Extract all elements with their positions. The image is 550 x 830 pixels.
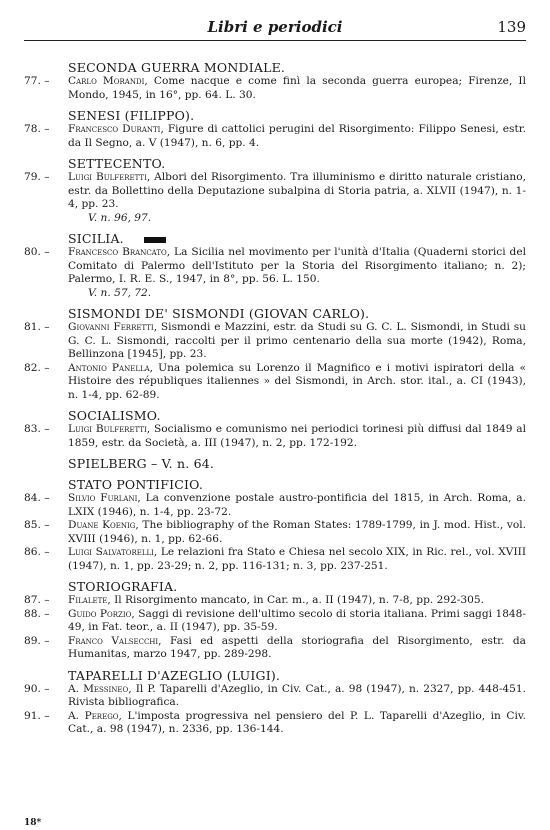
section [24, 156, 526, 225]
entry-body: Albori del Risorgimento. Tra illuminismo e diritto naturale cristiano, estr. da Bollettino della Deputazione subalpina di Storia patria, a. XLVII (1947), n. 1-4, pp. 23. [68, 171, 526, 210]
bibliography-entry [24, 710, 526, 737]
entry-body: La Sicilia nel movimento per l'unità d'Italia (Quaderni storici del Comitato di Palermo dell'Istituto per la Storia del Risorgimento italiano; n. 2); Palermo, I. R. E. S., 1947, in 8°, pp. 56. L. 150. [68, 246, 526, 285]
entry-author: Luigi Bulferetti, [68, 171, 151, 183]
section [24, 306, 526, 402]
bibliography-entry [24, 423, 526, 450]
entry-text [68, 75, 526, 102]
bibliography-list [24, 60, 526, 737]
entry-author: Carlo Morandi, [68, 75, 148, 87]
entry-text [68, 423, 526, 450]
entry-body: Fasi ed aspetti della storiografia del Risorgimento, estr. da Humanitas, marzo 1947, pp. 289-298. [68, 634, 526, 660]
entry-number: 78. – [24, 123, 50, 135]
entry-number: 77. – [24, 75, 50, 87]
entry-number: 79. – [24, 171, 50, 183]
entry-body: Il Risorgimento mancato, in Car. m., a. II (1947), n. 7-8, pp. 292-305. [110, 594, 484, 606]
cross-reference: V. n. 57, 72. [88, 286, 152, 299]
section [24, 60, 526, 102]
entry-body: L'imposta progressiva nel pensiero del P. L. Taparelli d'Azeglio, in Civ. Cat., a. 98 (1947), n. 2336, pp. 136-144. [68, 709, 526, 735]
header-title: Libri e periodici [207, 18, 343, 36]
bibliography-entry [24, 608, 526, 635]
entry-author: Giovanni Ferretti, [68, 321, 158, 333]
bibliography-entry [24, 171, 526, 212]
entry-number: 90. – [24, 682, 50, 695]
entry-body: Socialismo e comunismo nei periodici torinesi più diffusi dal 1849 al 1859, estr. da Società, a. III (1947), n. 2, pp. 172-192. [68, 423, 526, 449]
entry-author: Luigi Salvatorelli, [68, 546, 158, 558]
entry-author: A. Messineo, [68, 682, 132, 695]
entry-text [68, 321, 526, 362]
entry-body: Figure di cattolici perugini del Risorgimento: Filippo Senesi, estr. da Il Segno, a. V (1947), n. 6, pp. 4. [68, 123, 526, 149]
section-title: SENESI (FILIPPO). [68, 108, 195, 123]
entry-number: 81. – [24, 321, 50, 333]
entry-author: Luigi Bulferetti, [68, 423, 151, 435]
entry-text [68, 608, 526, 635]
section-title: SETTECENTO. [68, 156, 166, 171]
entry-number: 86. – [24, 546, 50, 558]
bibliography-entry [24, 246, 526, 287]
bibliography-entry [24, 362, 526, 403]
entry-body: Come nacque e come finì la seconda guerra europea; Firenze, Il Mondo, 1945, in 16°, pp. 64. L. 30. [68, 75, 526, 101]
entry-text [68, 123, 526, 150]
bibliography-entry [24, 75, 526, 102]
entry-text [68, 594, 526, 608]
bibliography-entry [24, 546, 526, 573]
entry-number: 87. – [24, 594, 50, 606]
section-title: SPIELBERG – V. n. 64. [68, 456, 215, 471]
entry-text [68, 246, 526, 287]
entry-author: Duane Koenig, [68, 519, 139, 531]
entry-text [68, 362, 526, 403]
entry-author: Franco Valsecchi, [68, 634, 162, 647]
cross-reference: V. n. 96, 97. [88, 211, 152, 224]
entry-body: Il P. Taparelli d'Azeglio, in Civ. Cat., a. 98 (1947), n. 2327, pp. 448-451. Rivista bibliografica. [68, 682, 526, 708]
page-number: 139 [497, 18, 526, 36]
bibliography-entry [24, 635, 526, 662]
running-header [24, 14, 526, 41]
section-title: TAPARELLI D'AZEGLIO (LUIGI). [68, 667, 281, 683]
section [24, 477, 526, 573]
bibliography-entry [24, 321, 526, 362]
entry-body: The bibliography of the Roman States: 1789-1799, in J. mod. Hist., vol. XVIII (1946), n. 1, pp. 62-66. [68, 519, 527, 545]
section-title: STATO PONTIFICIO. [68, 477, 203, 492]
section-title: SISMONDI DE' SISMONDI (GIOVAN CARLO). [68, 306, 370, 321]
entry-text [68, 519, 526, 546]
section [24, 579, 526, 662]
entry-author: Francesco Duranti, [68, 123, 164, 135]
entry-number: 85. – [24, 519, 50, 531]
entry-author: Francesco Brancato, [68, 246, 171, 258]
entry-body: Una polemica su Lorenzo il Magnifico e i motivi ispiratori della « Histoire des républiques italiennes » del Sismondi, in Arch. stor. ital., a. CI (1943), n. 1-4, pp. 62-89. [68, 361, 526, 401]
entry-text [68, 171, 526, 212]
section-title: SECONDA GUERRA MONDIALE. [68, 60, 286, 75]
entry-number: 80. – [24, 246, 50, 258]
entry-number: 83. – [24, 423, 50, 435]
printer-signature: 18* [24, 818, 42, 828]
entry-text [68, 683, 526, 710]
section [24, 668, 526, 737]
entry-number: 88. – [24, 607, 50, 620]
section [24, 108, 526, 150]
bibliography-entry [24, 123, 526, 150]
entry-body: La convenzione postale austro-pontificia del 1815, in Arch. Roma, a. LXIX (1946), n. 1-4, pp. 23-72. [68, 492, 526, 518]
entry-author: A. Perego, [68, 709, 122, 722]
entry-text [68, 492, 526, 519]
section-title: SICILIA. [68, 231, 526, 246]
entry-author: Filalete, [68, 594, 111, 606]
entry-number: 89. – [24, 634, 50, 647]
section [24, 408, 526, 450]
section-title: STORIOGRAFIA. [68, 579, 178, 594]
entry-number: 84. – [24, 492, 50, 504]
entry-body: Saggi di revisione dell'ultimo secolo di storia italiana. Primi saggi 1848-49, in Fat. teor., a. II (1947), pp. 35-59. [68, 607, 526, 633]
bibliography-entry [24, 683, 526, 710]
entry-text [68, 635, 526, 662]
bibliography-entry [24, 519, 526, 546]
entry-author: Silvio Furlani, [68, 492, 141, 504]
section [24, 456, 526, 471]
bibliography-entry [24, 594, 526, 608]
section [24, 231, 526, 300]
section-title: SOCIALISMO. [68, 408, 161, 423]
entry-text [68, 710, 526, 737]
bibliography-entry [24, 492, 526, 519]
entry-text [68, 546, 526, 573]
entry-author: Antonio Panella, [68, 361, 154, 374]
entry-body: Le relazioni fra Stato e Chiesa nel secolo XIX, in Ric. rel., vol. XVIII (1947), n. 1, pp. 23-29; n. 2, pp. 116-131; n. 3, pp. 237-251. [68, 546, 527, 572]
entry-number: 91. – [24, 709, 50, 722]
entry-body: Sismondi e Mazzini, estr. da Studi su G. C. L. Sismondi, in Studi su G. C. L. Sismondi, raccolti per il primo centenario della sua morte (1942), Roma, Bellinzona [1945], pp. 23. [68, 321, 526, 360]
entry-author: Guido Porzio, [68, 607, 135, 620]
entry-number: 82. – [24, 361, 50, 374]
ink-mark [144, 237, 166, 243]
